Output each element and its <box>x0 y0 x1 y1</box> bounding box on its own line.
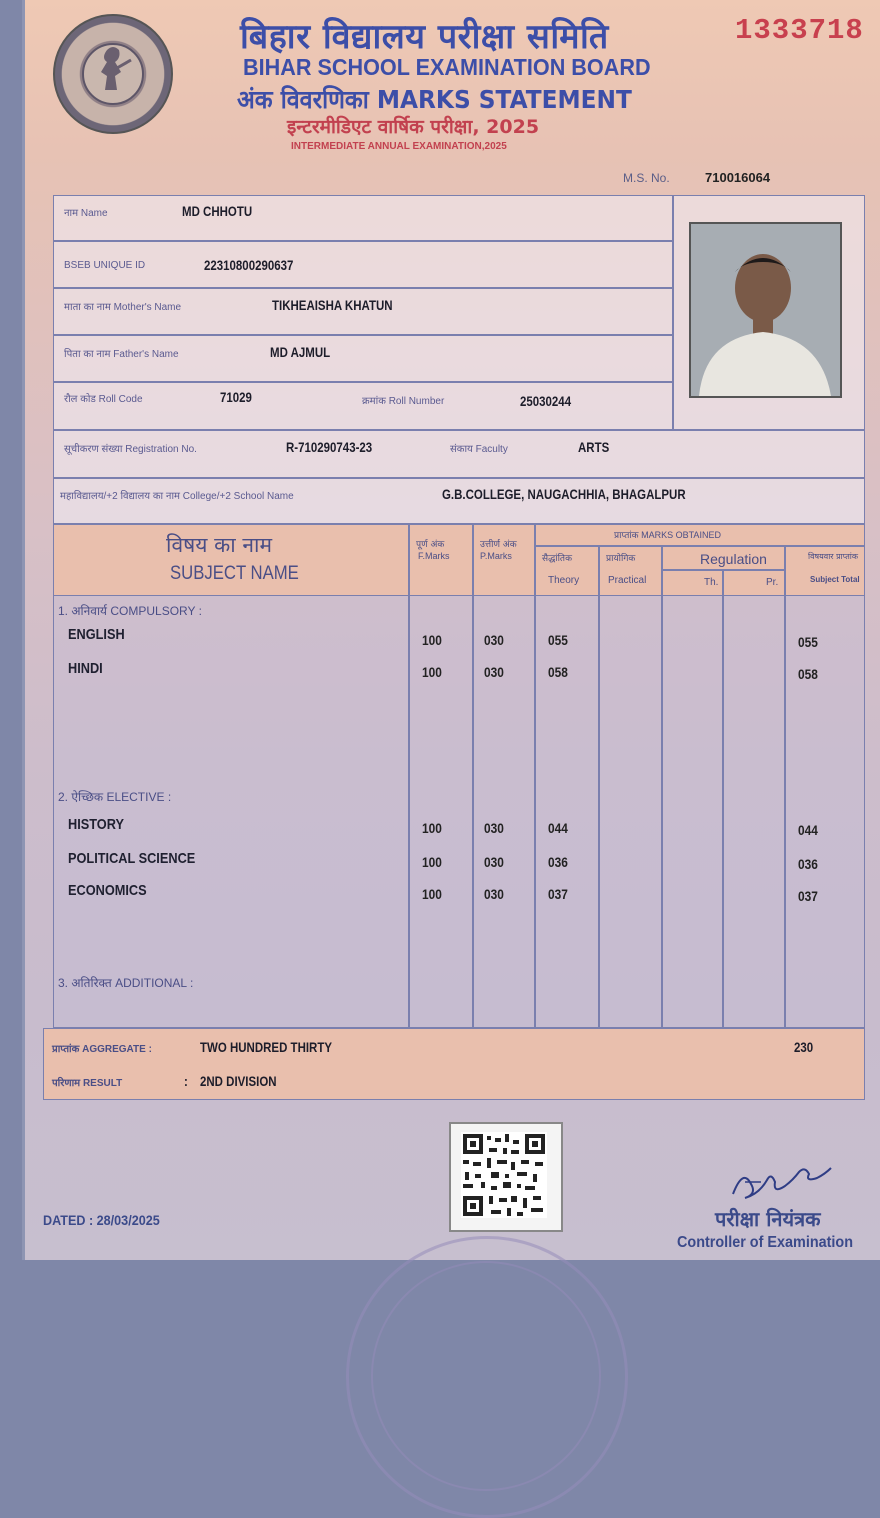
pass-marks: 030 <box>484 820 504 836</box>
subject-total-header: Subject Total <box>810 575 860 584</box>
faculty: ARTS <box>578 439 610 455</box>
college-row <box>53 478 865 524</box>
name-row <box>53 195 673 241</box>
controller-title-hindi: परीक्षा नियंत्रक <box>715 1207 821 1231</box>
roll-code: 71029 <box>220 389 252 405</box>
theory-marks: 055 <box>548 632 568 648</box>
full-marks: 100 <box>422 664 442 680</box>
student-name: MD CHHOTU <box>182 203 253 219</box>
father-name: MD AJMUL <box>270 344 331 360</box>
exam-title-english: INTERMEDIATE ANNUAL EXAMINATION,2025 <box>291 141 507 152</box>
subject-header-hindi: विषय का नाम <box>166 533 273 557</box>
subject-total: 036 <box>798 856 818 872</box>
student-photo <box>689 222 842 398</box>
subject-name: HINDI <box>68 660 103 677</box>
marks-obtained-header: प्राप्तांक MARKS OBTAINED <box>614 530 721 540</box>
father-label: पिता का नाम Father's Name <box>64 349 179 360</box>
full-marks: 100 <box>422 632 442 648</box>
unique-id: 22310800290637 <box>204 257 294 273</box>
practical-header: Practical <box>608 575 647 586</box>
full-marks: 100 <box>422 886 442 902</box>
full-marks-header-hindi: पूर्ण अंक <box>416 540 445 550</box>
board-seal-watermark <box>346 1236 628 1518</box>
full-marks: 100 <box>422 854 442 870</box>
issue-date: DATED : 28/03/2025 <box>43 1212 160 1228</box>
theory-header-hindi: सैद्धांतिक <box>542 554 572 564</box>
regulation-th-header: Th. <box>704 577 719 588</box>
mother-name: TIKHEAISHA KHATUN <box>272 297 393 313</box>
statement-title: अंक विवरणिका MARKS STATEMENT <box>237 85 632 114</box>
unique-id-label: BSEB UNIQUE ID <box>64 260 146 271</box>
subject-total: 055 <box>798 634 818 650</box>
result-separator: : <box>184 1073 188 1089</box>
subject-name: POLITICAL SCIENCE <box>68 850 196 867</box>
subject-total: 044 <box>798 822 818 838</box>
pass-marks: 030 <box>484 854 504 870</box>
controller-signature <box>725 1160 845 1204</box>
father-row <box>53 335 673 382</box>
subject-name: ENGLISH <box>68 626 125 643</box>
pass-marks-header-hindi: उत्तीर्ण अंक <box>480 540 517 550</box>
controller-title-english: Controller of Examination <box>677 1234 854 1251</box>
marks-statement <box>22 0 880 1260</box>
faculty-label: संकाय Faculty <box>450 444 508 455</box>
subject-total: 058 <box>798 666 818 682</box>
subject-name: ECONOMICS <box>68 882 147 899</box>
qr-code <box>449 1122 563 1232</box>
unique-id-row <box>53 241 673 288</box>
result-label: परिणाम RESULT <box>52 1078 123 1089</box>
college-name: G.B.COLLEGE, NAUGACHHIA, BHAGALPUR <box>442 486 686 502</box>
compulsory-section-label: 1. अनिवार्य COMPULSORY : <box>58 604 202 618</box>
pass-marks-header: P.Marks <box>480 551 512 561</box>
aggregate-words: TWO HUNDRED THIRTY <box>200 1039 333 1055</box>
marks-table-header <box>53 524 865 596</box>
serial-number: 1333718 <box>735 14 864 47</box>
registration-label: सूचीकरण संख्या Registration No. <box>64 444 197 455</box>
pass-marks: 030 <box>484 664 504 680</box>
full-marks-header: F.Marks <box>418 551 450 561</box>
theory-marks: 044 <box>548 820 568 836</box>
mother-row <box>53 288 673 335</box>
theory-header: Theory <box>548 575 580 586</box>
pass-marks: 030 <box>484 886 504 902</box>
mother-label: माता का नाम Mother's Name <box>64 302 182 313</box>
full-marks: 100 <box>422 820 442 836</box>
board-name-english: BIHAR SCHOOL EXAMINATION BOARD <box>243 54 651 80</box>
theory-marks: 036 <box>548 854 568 870</box>
elective-section-label: 2. ऐच्छिक ELECTIVE : <box>58 790 172 804</box>
subject-name: HISTORY <box>68 816 124 833</box>
additional-section-label: 3. अतिरिक्त ADDITIONAL : <box>58 976 194 990</box>
regulation-pr-header: Pr. <box>766 577 779 588</box>
ms-no-label: M.S. No. <box>623 171 670 185</box>
aggregate-value: 230 <box>794 1039 814 1055</box>
theory-marks: 037 <box>548 886 568 902</box>
result-value: 2ND DIVISION <box>200 1073 277 1089</box>
roll-number-label: क्रमांक Roll Number <box>362 396 445 407</box>
aggregate-label: प्राप्तांक AGGREGATE : <box>52 1044 152 1055</box>
theory-marks: 058 <box>548 664 568 680</box>
roll-code-label: रौल कोड Roll Code <box>64 394 143 405</box>
registration-row <box>53 430 865 478</box>
exam-title-hindi: इन्टरमीडिएट वार्षिक परीक्षा, 2025 <box>287 116 540 138</box>
college-label: महाविद्यालय/+2 विद्यालय का नाम College/+2 School Name <box>60 491 294 502</box>
ms-no-value: 710016064 <box>705 170 771 185</box>
registration-no: R-710290743-23 <box>286 439 373 455</box>
board-name-hindi: बिहार विद्यालय परीक्षा समिति <box>240 17 609 57</box>
marks-table-body <box>53 596 865 1028</box>
subject-total: 037 <box>798 888 818 904</box>
name-label: नाम Name <box>64 208 108 219</box>
subject-total-header-hindi: विषयवार प्राप्तांक <box>808 552 858 561</box>
roll-row <box>53 382 673 430</box>
subject-header-english: SUBJECT NAME <box>170 563 299 584</box>
board-emblem-icon <box>53 14 173 134</box>
practical-header-hindi: प्रायोगिक <box>606 554 636 564</box>
pass-marks: 030 <box>484 632 504 648</box>
regulation-header: Regulation <box>700 551 767 567</box>
aggregate-box <box>43 1028 865 1100</box>
roll-number: 25030244 <box>520 393 572 409</box>
